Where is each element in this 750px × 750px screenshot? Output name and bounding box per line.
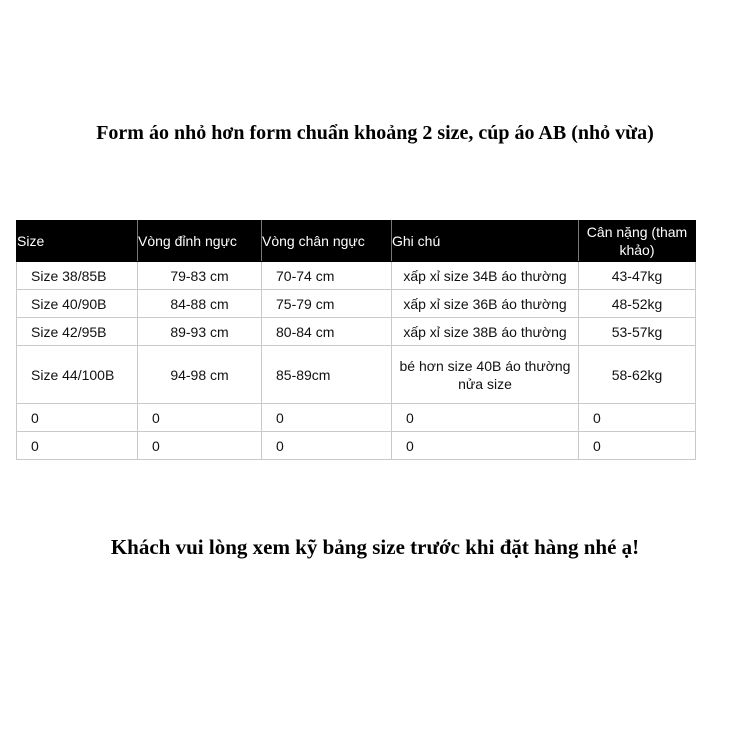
cell-size: Size 38/85B bbox=[17, 262, 138, 290]
cell-under-bust: 70-74 cm bbox=[262, 262, 392, 290]
cell-note: xấp xỉ size 34B áo thường bbox=[392, 262, 579, 290]
table-row bbox=[17, 262, 696, 290]
cell-weight: 0 bbox=[579, 432, 696, 460]
cell-note: xấp xỉ size 38B áo thường bbox=[392, 318, 579, 346]
table-row bbox=[17, 290, 696, 318]
header-under-bust: Vòng chân ngực bbox=[262, 221, 392, 262]
cell-under-bust: 80-84 cm bbox=[262, 318, 392, 346]
cell-size: 0 bbox=[17, 432, 138, 460]
cell-size: Size 40/90B bbox=[17, 290, 138, 318]
cell-top-bust: 84-88 cm bbox=[138, 290, 262, 318]
table-row bbox=[17, 404, 696, 432]
header-note: Ghi chú bbox=[392, 221, 579, 262]
size-table bbox=[16, 220, 696, 460]
cell-top-bust: 79-83 cm bbox=[138, 262, 262, 290]
cell-size: Size 42/95B bbox=[17, 318, 138, 346]
page-title: Form áo nhỏ hơn form chuẩn khoảng 2 size, cúp áo AB (nhỏ vừa) bbox=[96, 122, 654, 144]
cell-weight: 48-52kg bbox=[579, 290, 696, 318]
cell-under-bust: 0 bbox=[262, 404, 392, 432]
cell-size: Size 44/100B bbox=[17, 346, 138, 404]
cell-top-bust: 94-98 cm bbox=[138, 346, 262, 404]
cell-note: bé hơn size 40B áo thường nửa size bbox=[392, 346, 579, 404]
cell-under-bust: 75-79 cm bbox=[262, 290, 392, 318]
cell-weight: 43-47kg bbox=[579, 262, 696, 290]
table-row bbox=[17, 346, 696, 404]
header-top-bust: Vòng đỉnh ngực bbox=[138, 221, 262, 262]
table-row bbox=[17, 432, 696, 460]
cell-size: 0 bbox=[17, 404, 138, 432]
cell-note: xấp xỉ size 36B áo thường bbox=[392, 290, 579, 318]
cell-note: 0 bbox=[392, 432, 579, 460]
cell-top-bust: 0 bbox=[138, 432, 262, 460]
cell-note: 0 bbox=[392, 404, 579, 432]
cell-weight: 53-57kg bbox=[579, 318, 696, 346]
cell-under-bust: 85-89cm bbox=[262, 346, 392, 404]
header-weight: Cân nặng (tham khảo) bbox=[579, 221, 696, 262]
cell-weight: 0 bbox=[579, 404, 696, 432]
header-size: Size bbox=[17, 221, 138, 262]
cell-top-bust: 0 bbox=[138, 404, 262, 432]
table-header-row bbox=[17, 221, 696, 262]
cell-under-bust: 0 bbox=[262, 432, 392, 460]
cell-weight: 58-62kg bbox=[579, 346, 696, 404]
table-row bbox=[17, 318, 696, 346]
footer-note: Khách vui lòng xem kỹ bảng size trước khi đặt hàng nhé ạ! bbox=[110, 535, 640, 559]
cell-top-bust: 89-93 cm bbox=[138, 318, 262, 346]
